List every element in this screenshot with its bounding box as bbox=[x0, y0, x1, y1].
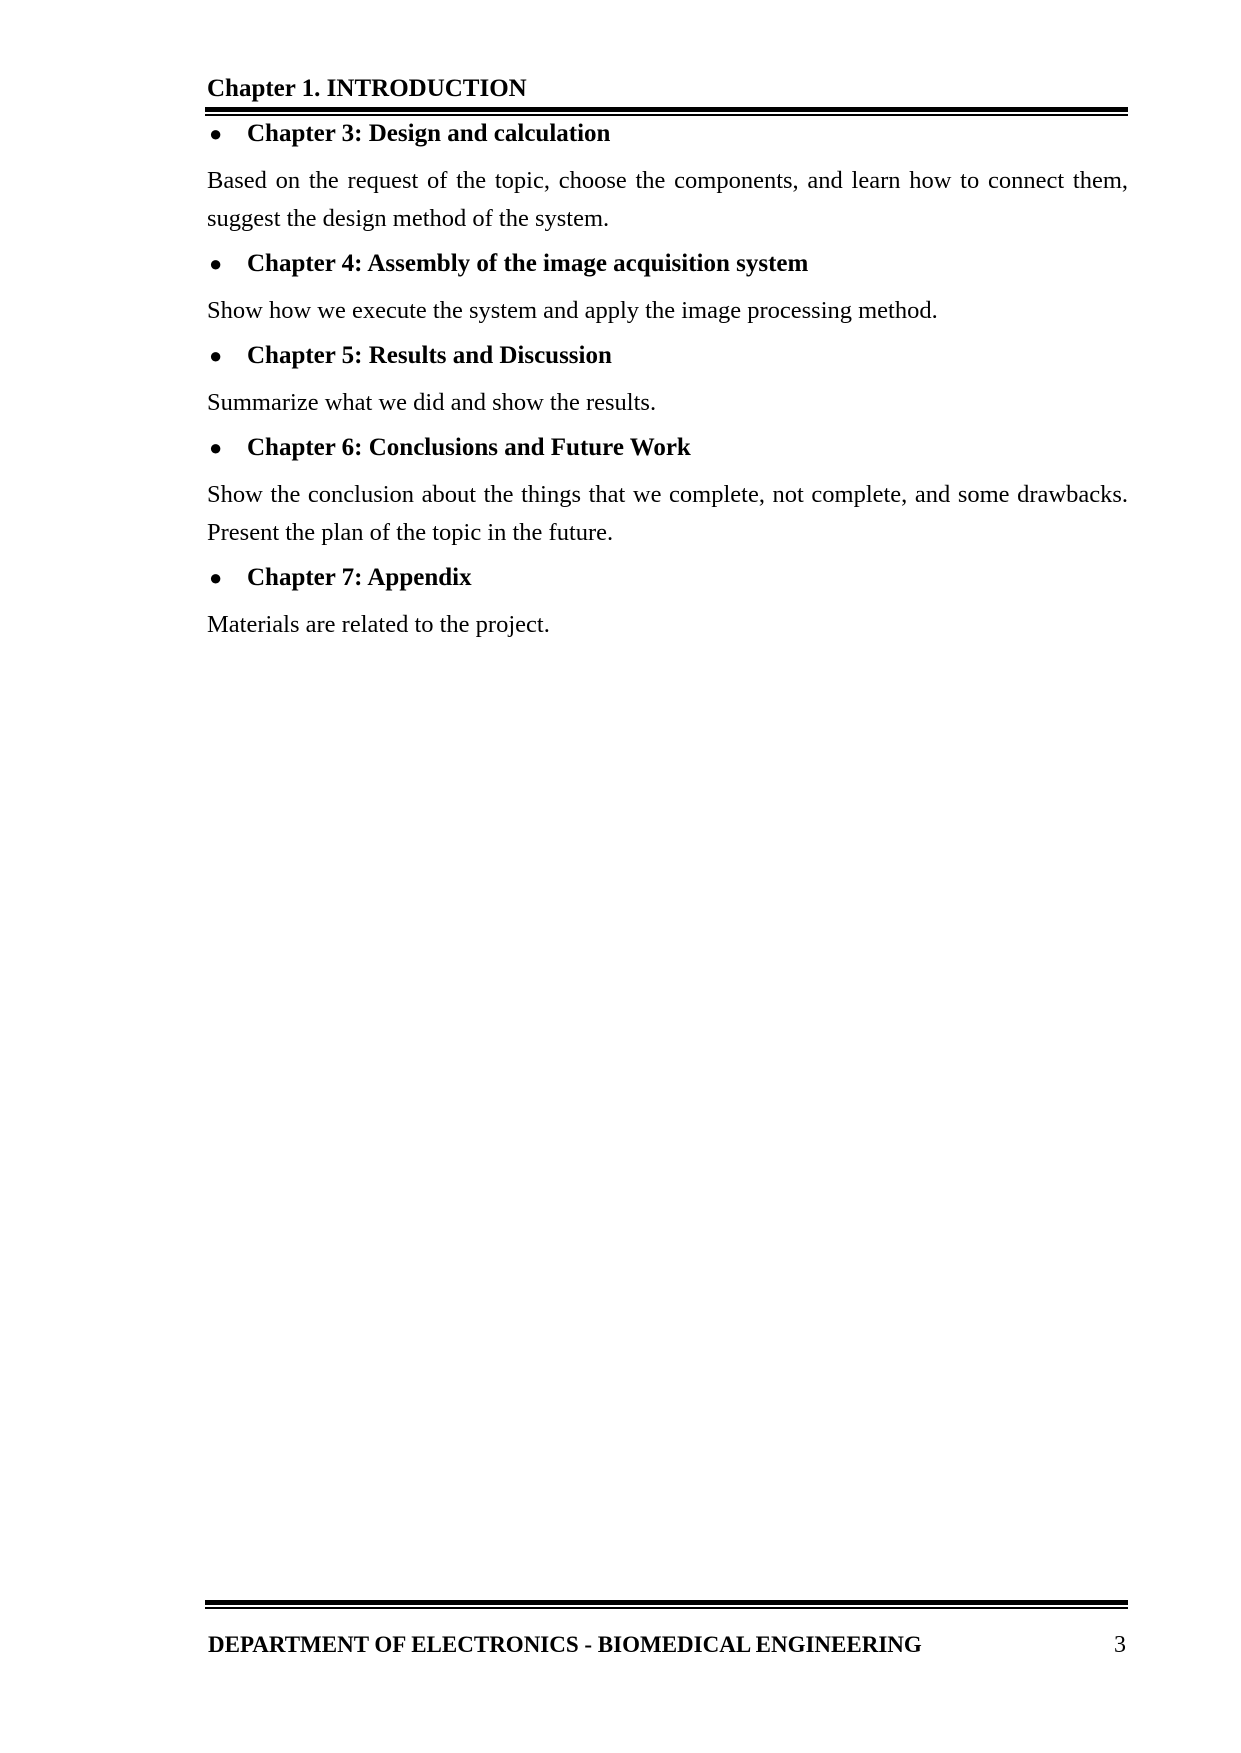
section-heading bbox=[207, 430, 1128, 466]
section-heading bbox=[207, 116, 1128, 152]
section-heading-text: Chapter 7: Appendix bbox=[247, 564, 472, 591]
section-chapter-4 bbox=[207, 246, 1128, 330]
bullet-icon: ● bbox=[209, 565, 223, 590]
footer-rule-thick bbox=[205, 1600, 1128, 1605]
section-chapter-6 bbox=[207, 430, 1128, 552]
section-body: Show how we execute the system and apply the image processing method. bbox=[207, 297, 938, 324]
bullet-icon: ● bbox=[209, 435, 223, 460]
section-heading-text: Chapter 3: Design and calculation bbox=[247, 120, 611, 147]
running-header-title: Chapter 1. INTRODUCTION bbox=[207, 75, 527, 102]
page-number: 3 bbox=[1114, 1632, 1126, 1658]
section-heading bbox=[207, 338, 1128, 374]
section-heading-text: Chapter 6: Conclusions and Future Work bbox=[247, 434, 691, 461]
footer-rule-thin bbox=[205, 1607, 1128, 1609]
section-body: Show the conclusion about the things that we complete, not complete, and some drawbacks. Present the plan of the topic in the future. bbox=[207, 481, 1128, 546]
bullet-icon: ● bbox=[209, 121, 223, 146]
section-heading bbox=[207, 246, 1128, 282]
section-body: Summarize what we did and show the results. bbox=[207, 389, 657, 416]
section-heading-text: Chapter 5: Results and Discussion bbox=[247, 342, 612, 369]
section-heading-text: Chapter 4: Assembly of the image acquisition system bbox=[247, 250, 809, 277]
footer-department: DEPARTMENT OF ELECTRONICS - BIOMEDICAL ENGINEERING bbox=[208, 1632, 922, 1657]
section-body: Materials are related to the project. bbox=[207, 611, 550, 638]
section-chapter-7 bbox=[207, 560, 1128, 644]
section-body: Based on the request of the topic, choose the components, and learn how to connect them, suggest the design method of the system. bbox=[207, 167, 1128, 232]
header-rule-thick bbox=[205, 107, 1128, 112]
bullet-icon: ● bbox=[209, 251, 223, 276]
page-content bbox=[207, 116, 1128, 652]
bullet-icon: ● bbox=[209, 343, 223, 368]
section-chapter-5 bbox=[207, 338, 1128, 422]
section-heading bbox=[207, 560, 1128, 596]
section-chapter-3 bbox=[207, 116, 1128, 238]
